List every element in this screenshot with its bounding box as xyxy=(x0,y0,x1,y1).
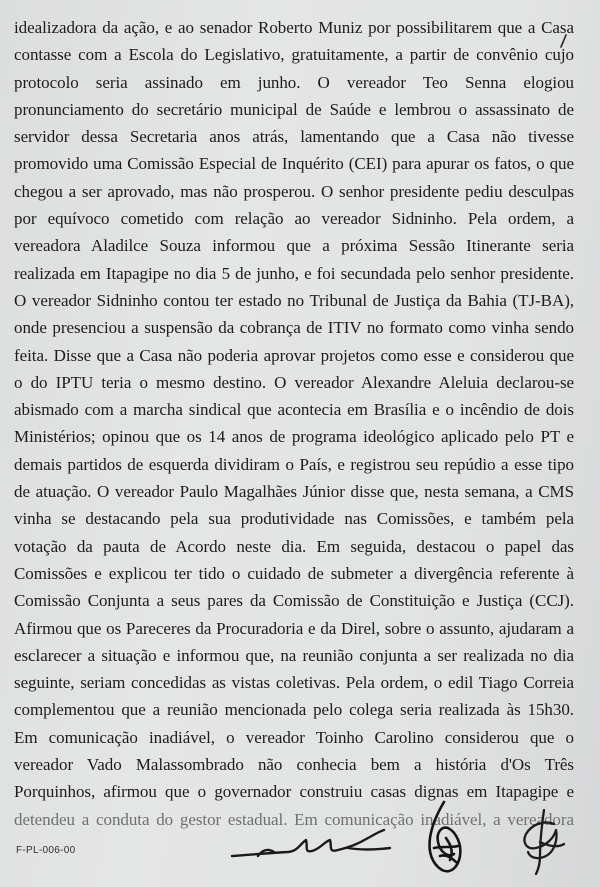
signature-1 xyxy=(228,826,393,862)
signature-2 xyxy=(420,798,470,878)
text-line-11: O vereador Sidninho contou ter estado no Tribunal de Justiça da Bahia (TJ-BA), xyxy=(14,290,574,310)
text-line-19: vinha se destacando pela sua produtividade nas Comissões, e também pela xyxy=(14,509,574,529)
text-line-1: idealizadora da ação, e ao senador Roberto Muniz por possibilitarem que a Casa xyxy=(14,18,574,37)
text-line-6: promovido uma Comissão Especial de Inquérito (CEI) para apurar os fatos, o que xyxy=(14,154,574,174)
text-line-29: Porquinhos, afirmou que o governador construiu casas dignas em Itapagipe e xyxy=(14,782,574,802)
signature-3 xyxy=(514,806,570,878)
text-line-9: vereadora Aladilce Souza informou que a próxima Sessão Itinerante seria xyxy=(14,236,574,256)
text-line-15: abismado com a marcha sindical que acontecia em Brasília e o incêndio de dois xyxy=(14,400,574,420)
text-line-25: seguinte, seriam concedidas as vistas coletivas. Pela ordem, o edil Tiago Correia xyxy=(14,673,574,693)
text-line-28: vereador Vado Malassombrado não conhecia bem a história d'Os Três xyxy=(14,755,574,775)
text-line-10: realizada em Itapagipe no dia 5 de junho, e foi secundada pelo senhor presidente. xyxy=(14,263,574,283)
text-line-12: onde presenciou a suspensão da cobrança de ITIV no formato como vinha sendo xyxy=(14,318,574,338)
text-line-21: Comissões e explicou ter tido o cuidado de submeter a divergência referente à xyxy=(14,563,574,583)
minutes-text xyxy=(14,14,574,833)
text-line-22: Comissão Conjunta a seus pares da Comissão de Constituição e Justiça (CCJ). xyxy=(14,591,574,611)
form-code: F-PL-006-00 xyxy=(16,845,76,856)
text-line-8: por equívoco cometido com relação ao vereador Sidninho. Pela ordem, a xyxy=(14,209,574,229)
text-line-18: de atuação. O vereador Paulo Magalhães Júnior disse que, nesta semana, a CMS xyxy=(14,482,574,502)
text-line-14: o do IPTU teria o mesmo destino. O vereador Alexandre Aleluia declarou-se xyxy=(14,372,574,392)
text-line-24: esclarecer a situação e informou que, na reunião conjunta a ser realizada no dia xyxy=(14,645,574,665)
text-line-13: feita. Disse que a Casa não poderia aprovar projetos como esse e considerou que xyxy=(14,345,574,365)
text-line-4: pronunciamento do secretário municipal de Saúde e lembrou o assassinato de xyxy=(14,99,574,119)
text-line-2: contasse com a Escola do Legislativo, gratuitamente, a partir de convênio cujo xyxy=(14,45,574,65)
margin-tick-mark xyxy=(558,34,568,53)
text-line-7: chegou a ser aprovado, mas não prosperou. O senhor presidente pediu desculpas xyxy=(14,181,574,201)
text-line-23: Afirmou que os Pareceres da Procuradoria e da Direl, sobre o assunto, ajudaram a xyxy=(14,618,574,638)
text-line-27: Em comunicação inadiável, o vereador Toinho Carolino considerou que o xyxy=(14,727,574,747)
text-line-20: votação da pauta de Acordo neste dia. Em seguida, destacou o papel das xyxy=(14,536,574,556)
text-line-5: servidor dessa Secretaria anos atrás, lamentando que a Casa não tivesse xyxy=(14,127,574,147)
text-line-3: protocolo seria assinado em junho. O vereador Teo Senna elogiou xyxy=(14,72,574,92)
text-line-17: demais partidos de esquerda dividiram o País, e registrou seu repúdio a esse tipo xyxy=(14,454,574,474)
text-line-26: complementou que a reunião mencionada pelo colega seria realizada às 15h30. xyxy=(14,700,574,720)
text-line-30: detendeu a conduta do gestor estadual. Em comunicação inadiável, a vereadora xyxy=(14,809,574,829)
text-line-16: Ministérios; opinou que os 14 anos de programa ideológico aplicado pelo PT e xyxy=(14,427,574,447)
